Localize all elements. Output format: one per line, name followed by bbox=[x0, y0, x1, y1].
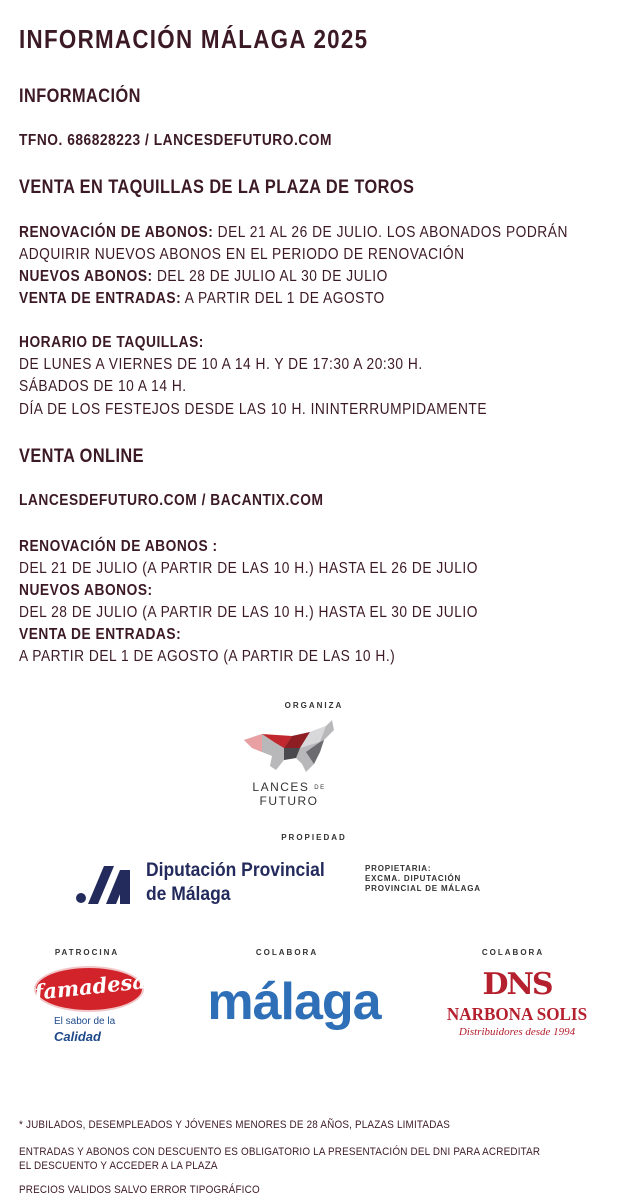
narbona-logo bbox=[428, 968, 606, 1040]
footnote: PRECIOS VALIDOS SALVO ERROR TIPOGRÁFICO bbox=[19, 1184, 260, 1196]
online-entradas-label: VENTA DE ENTRADAS: bbox=[19, 626, 182, 643]
taquillas-entradas-text: A PARTIR DEL 1 DE AGOSTO bbox=[181, 290, 385, 307]
taquillas-heading: VENTA EN TAQUILLAS DE LA PLAZA DE TOROS bbox=[19, 177, 415, 198]
info-phone: TFNO. 686828223 / LANCESDEFUTURO.COM bbox=[19, 132, 332, 149]
diputacion-line2: de Málaga bbox=[146, 884, 231, 905]
online-nuevos-text: DEL 28 DE JULIO (A PARTIR DE LAS 10 H.) HASTA EL 30 DE JULIO bbox=[19, 604, 478, 621]
propietaria-line1: PROPIETARIA: bbox=[365, 864, 432, 873]
narbona-tag: Distribuidores desde 1994 bbox=[458, 1026, 576, 1038]
colabora-label-2: COLABORA bbox=[481, 948, 545, 957]
propietaria-line2: EXCMA. DIPUTACIÓN bbox=[365, 874, 462, 883]
narbona-name: NARBONA SOLIS bbox=[446, 1004, 588, 1024]
colabora-label: COLABORA bbox=[255, 948, 319, 957]
diputacion-mark-icon bbox=[74, 862, 136, 906]
lances-right: FUTURO bbox=[259, 794, 319, 808]
taquillas-entradas-label: VENTA DE ENTRADAS: bbox=[19, 290, 182, 307]
footnote: ENTRADAS Y ABONOS CON DESCUENTO ES OBLIGATORIO LA PRESENTACIÓN DEL DNI PARA ACREDITAR bbox=[19, 1146, 541, 1158]
taquillas-renovacion bbox=[19, 224, 568, 242]
diputacion-line1: Diputación Provincial bbox=[146, 860, 325, 881]
malaga-logo: málaga bbox=[207, 973, 381, 1031]
page-title: INFORMACIÓN MÁLAGA 2025 bbox=[19, 24, 369, 54]
footnote: EL DESCUENTO Y ACCEDER A LA PLAZA bbox=[19, 1160, 218, 1172]
horario-label: HORARIO DE TAQUILLAS: bbox=[19, 334, 204, 351]
lances-wordmark bbox=[224, 780, 354, 808]
online-entradas-text: A PARTIR DEL 1 DE AGOSTO (A PARTIR DE LAS 10 H.) bbox=[19, 648, 396, 665]
taquillas-renovacion-text2: ADQUIRIR NUEVOS ABONOS EN EL PERIODO DE RENOVACIÓN bbox=[19, 246, 465, 263]
footnote: * JUBILADOS, DESEMPLEADOS Y JÓVENES MENORES DE 28 AÑOS, PLAZAS LIMITADAS bbox=[19, 1119, 451, 1131]
taquillas-renovacion-text: DEL 21 AL 26 DE JULIO. LOS ABONADOS PODRÁN bbox=[213, 224, 568, 241]
famadesa-tag2: Calidad bbox=[54, 1029, 101, 1044]
narbona-mark: DNS bbox=[482, 967, 552, 1002]
diputacion-logo bbox=[74, 858, 344, 908]
taquillas-nuevos-text: DEL 28 DE JULIO AL 30 DE JULIO bbox=[152, 268, 388, 285]
horario-line: DÍA DE LOS FESTEJOS DESDE LAS 10 H. ININTERRUMPIDAMENTE bbox=[19, 401, 488, 418]
horario-line: DE LUNES A VIERNES DE 10 A 14 H. Y DE 17:30 A 20:30 H. bbox=[19, 356, 423, 373]
propietaria-line3: PROVINCIAL DE MÁLAGA bbox=[365, 884, 481, 893]
patrocina-label: PATROCINA bbox=[54, 948, 120, 957]
online-sites: LANCESDEFUTURO.COM / BACANTIX.COM bbox=[19, 492, 324, 509]
online-renovacion-label: RENOVACIÓN DE ABONOS : bbox=[19, 538, 218, 555]
online-nuevos-label: NUEVOS ABONOS: bbox=[19, 582, 153, 599]
taquillas-entradas bbox=[19, 290, 385, 308]
taquillas-renovacion-label: RENOVACIÓN DE ABONOS: bbox=[19, 224, 214, 241]
online-heading: VENTA ONLINE bbox=[19, 446, 144, 467]
lances-left: LANCES bbox=[252, 780, 310, 794]
horario-line: SÁBADOS DE 10 A 14 H. bbox=[19, 378, 187, 395]
lances-mid: DE bbox=[314, 784, 326, 791]
taquillas-nuevos bbox=[19, 268, 388, 286]
propietaria-block bbox=[365, 864, 481, 894]
organiza-label: ORGANIZA bbox=[284, 701, 344, 710]
bull-icon bbox=[240, 718, 340, 778]
famadesa-name: famadesa bbox=[33, 968, 147, 1005]
famadesa-logo bbox=[32, 964, 148, 1048]
propiedad-label: PROPIEDAD bbox=[281, 833, 347, 842]
taquillas-nuevos-label: NUEVOS ABONOS: bbox=[19, 268, 153, 285]
online-renovacion-text: DEL 21 DE JULIO (A PARTIR DE LAS 10 H.) HASTA EL 26 DE JULIO bbox=[19, 560, 478, 577]
famadesa-tag1: El sabor de la bbox=[54, 1016, 116, 1027]
lances-logo bbox=[240, 718, 340, 778]
info-heading: INFORMACIÓN bbox=[19, 86, 141, 107]
